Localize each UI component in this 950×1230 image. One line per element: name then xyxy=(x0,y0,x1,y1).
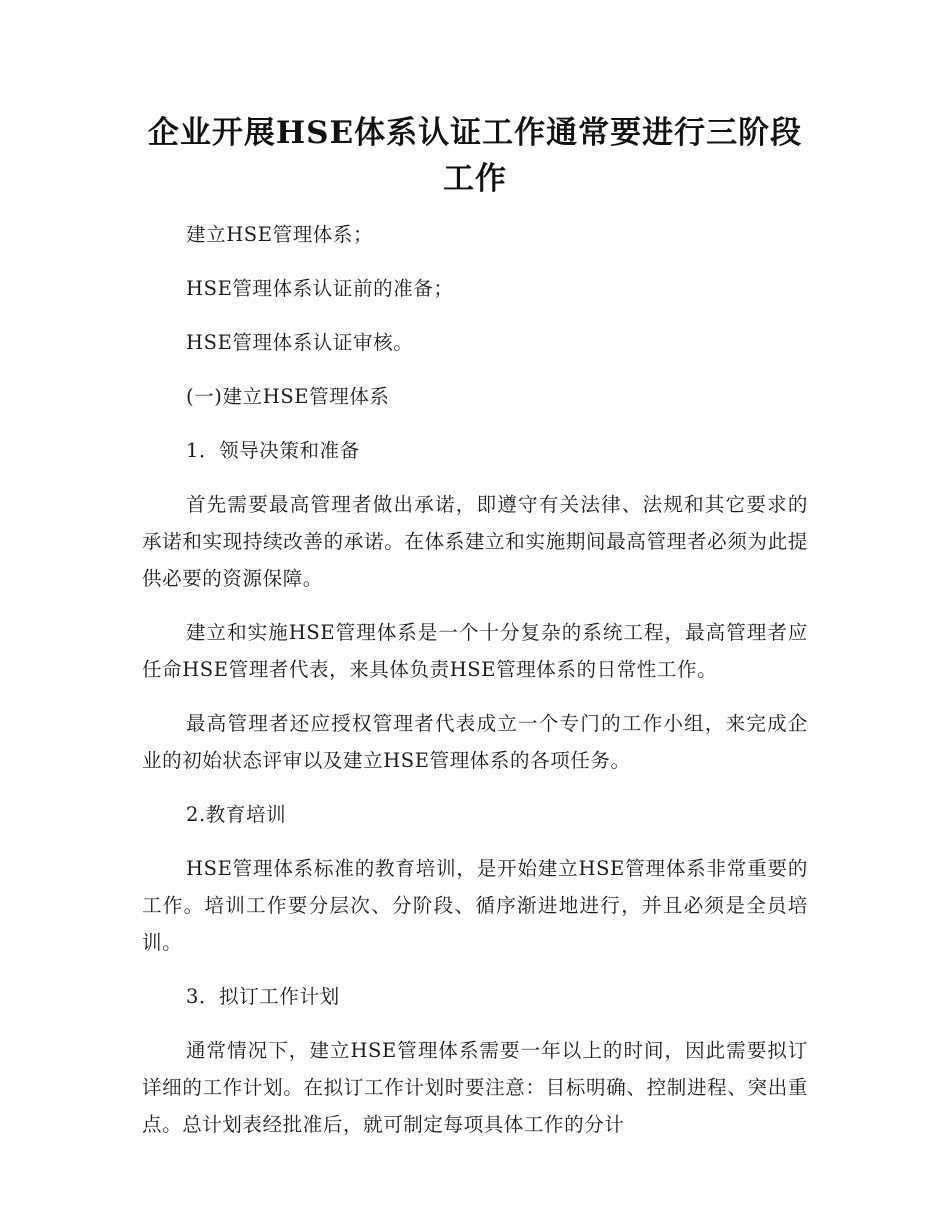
document-title: 企业开展HSE体系认证工作通常要进行三阶段工作 xyxy=(147,115,803,197)
intro-item-2: HSE管理体系认证前的准备； xyxy=(186,277,454,300)
step2-paragraph-1: HSE管理体系标准的教育培训，是开始建立HSE管理体系非常重要的工作。培训工作要分层次、分阶段、循序渐进地进行，并且必须是全员培训。 xyxy=(142,857,808,954)
step1-paragraph-2: 建立和实施HSE管理体系是一个十分复杂的系统工程，最高管理者应任命HSE管理者代表，来具体负责HSE管理体系的日常性工作。 xyxy=(142,621,808,681)
step1-paragraph-3: 最高管理者还应授权管理者代表成立一个专门的工作小组，来完成企业的初始状态评审以及建立HSE管理体系的各项任务。 xyxy=(142,712,808,772)
section-heading-1: (一)建立HSE管理体系 xyxy=(186,385,390,408)
step3-paragraph-1: 通常情况下，建立HSE管理体系需要一年以上的时间，因此需要拟订详细的工作计划。在拟订工作计划时要注意：目标明确、控制进程、突出重点。总计划表经批准后，就可制定每项具体工作的分计 xyxy=(142,1039,808,1136)
intro-item-3: HSE管理体系认证审核。 xyxy=(186,331,414,354)
step-heading-1: 1．领导决策和准备 xyxy=(186,439,360,462)
step-heading-3: 3．拟订工作计划 xyxy=(186,985,340,1008)
step-heading-2: 2.教育培训 xyxy=(186,803,287,826)
intro-item-1: 建立HSE管理体系； xyxy=(186,223,374,246)
document-page xyxy=(142,110,808,1160)
step1-paragraph-1: 首先需要最高管理者做出承诺，即遵守有关法律、法规和其它要求的承诺和实现持续改善的承诺。在体系建立和实施期间最高管理者必须为此提供必要的资源保障。 xyxy=(142,493,808,590)
